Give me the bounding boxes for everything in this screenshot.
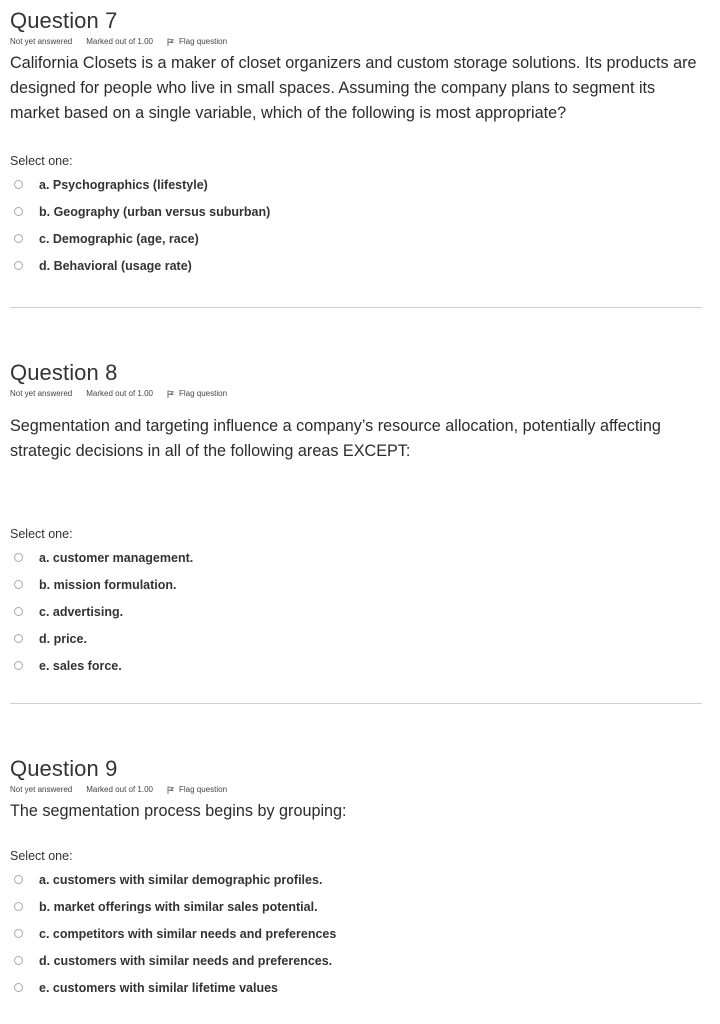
answer-list xyxy=(10,171,702,279)
flag-question-label: Flag question xyxy=(178,389,228,398)
answer-list xyxy=(10,544,702,679)
answer-option-e[interactable] xyxy=(10,652,702,679)
question-7 xyxy=(10,8,702,279)
radio-button[interactable] xyxy=(14,661,23,670)
answer-label: c. advertising. xyxy=(39,604,124,619)
radio-button[interactable] xyxy=(14,634,23,643)
question-title: Question 7 xyxy=(10,8,118,33)
question-meta xyxy=(10,389,702,399)
flag-question-button[interactable] xyxy=(167,389,227,399)
select-one-label: Select one: xyxy=(10,849,73,863)
answer-label: b. Geography (urban versus suburban) xyxy=(39,204,271,219)
answer-label: d. Behavioral (usage rate) xyxy=(39,258,192,273)
answer-list xyxy=(10,866,702,1001)
answer-status: Not yet answered xyxy=(10,37,73,46)
answer-status: Not yet answered xyxy=(10,785,73,794)
radio-button[interactable] xyxy=(14,607,23,616)
answer-option-d[interactable] xyxy=(10,947,702,974)
question-meta xyxy=(10,785,702,795)
answer-label: d. customers with similar needs and preferences. xyxy=(39,953,333,968)
radio-button[interactable] xyxy=(14,902,23,911)
flag-question-label: Flag question xyxy=(178,785,228,794)
radio-button[interactable] xyxy=(14,207,23,216)
question-8 xyxy=(10,360,702,679)
radio-button[interactable] xyxy=(14,234,23,243)
question-9 xyxy=(10,756,702,1001)
question-title: Question 9 xyxy=(10,756,118,781)
marked-out-of: Marked out of 1.00 xyxy=(86,785,153,794)
flag-question-label: Flag question xyxy=(178,37,228,46)
flag-question-button[interactable] xyxy=(167,37,227,47)
answer-option-a[interactable] xyxy=(10,171,702,198)
answer-option-a[interactable] xyxy=(10,544,702,571)
answer-label: a. customers with similar demographic profiles. xyxy=(39,872,323,887)
radio-button[interactable] xyxy=(14,261,23,270)
answer-option-b[interactable] xyxy=(10,571,702,598)
radio-button[interactable] xyxy=(14,580,23,589)
answer-label: c. competitors with similar needs and preferences xyxy=(39,926,337,941)
flag-icon xyxy=(167,38,174,46)
radio-button[interactable] xyxy=(14,956,23,965)
flag-question-button[interactable] xyxy=(167,785,227,795)
answer-label: b. mission formulation. xyxy=(39,577,177,592)
select-one-label: Select one: xyxy=(10,527,73,541)
answer-option-b[interactable] xyxy=(10,893,702,920)
answer-label: c. Demographic (age, race) xyxy=(39,231,199,246)
question-divider xyxy=(10,703,702,704)
question-title: Question 8 xyxy=(10,360,118,385)
answer-label: e. sales force. xyxy=(39,658,122,673)
select-one-label: Select one: xyxy=(10,154,73,168)
answer-label: e. customers with similar lifetime values xyxy=(39,980,278,995)
question-text: Segmentation and targeting influence a company’s resource allocation, potentially affecting strategic decisions in all of the following areas EXCEPT: xyxy=(10,417,661,460)
flag-icon xyxy=(167,390,174,398)
flag-icon xyxy=(167,786,174,794)
radio-button[interactable] xyxy=(14,180,23,189)
answer-option-c[interactable] xyxy=(10,225,702,252)
marked-out-of: Marked out of 1.00 xyxy=(86,37,153,46)
radio-button[interactable] xyxy=(14,983,23,992)
marked-out-of: Marked out of 1.00 xyxy=(86,389,153,398)
answer-label: b. market offerings with similar sales potential. xyxy=(39,899,318,914)
answer-option-a[interactable] xyxy=(10,866,702,893)
answer-option-d[interactable] xyxy=(10,625,702,652)
answer-option-c[interactable] xyxy=(10,920,702,947)
question-divider xyxy=(10,307,702,308)
radio-button[interactable] xyxy=(14,553,23,562)
answer-label: a. customer management. xyxy=(39,550,194,565)
answer-option-c[interactable] xyxy=(10,598,702,625)
question-meta xyxy=(10,37,702,47)
question-text: The segmentation process begins by grouping: xyxy=(10,802,347,820)
radio-button[interactable] xyxy=(14,875,23,884)
question-text: California Closets is a maker of closet organizers and custom storage solutions. Its products are designed for people who live in small spaces. Assuming the company plans to segment its market based on a single variable, which of the following is most appropriate? xyxy=(10,54,697,122)
radio-button[interactable] xyxy=(14,929,23,938)
answer-label: a. Psychographics (lifestyle) xyxy=(39,177,208,192)
answer-option-e[interactable] xyxy=(10,974,702,1001)
answer-status: Not yet answered xyxy=(10,389,73,398)
answer-label: d. price. xyxy=(39,631,87,646)
answer-option-b[interactable] xyxy=(10,198,702,225)
answer-option-d[interactable] xyxy=(10,252,702,279)
